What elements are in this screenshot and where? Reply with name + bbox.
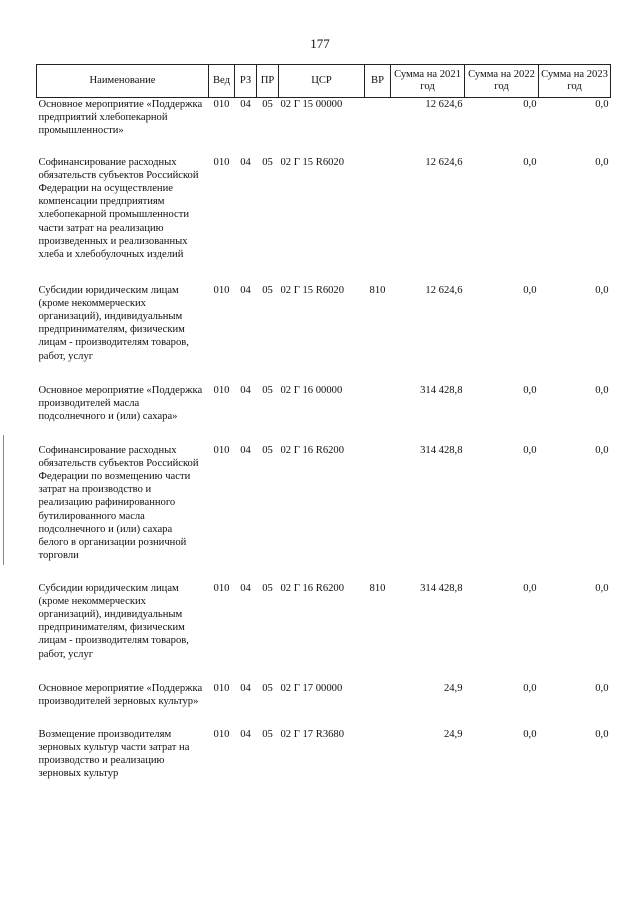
row-sum-2022: 0,0: [523, 99, 537, 110]
row-ved: 010: [213, 99, 230, 110]
row-sum-2022: 0,0: [523, 444, 537, 456]
row-rz: 04: [240, 444, 251, 456]
header-csr: ЦСР: [279, 65, 365, 98]
row-name: Возмещение производителям зерновых культур части затрат на производство и реализацию зерновых культур: [38, 728, 190, 780]
table-row: [37, 728, 611, 788]
row-ved: 010: [213, 728, 230, 740]
row-vr: [365, 728, 391, 788]
row-sum-2021: 12 624,6: [425, 284, 463, 296]
row-name: Софинансирование расходных обязательств субъектов Российской Федерации на осуществление компенсации предприятиям хлебопекарной промышленности части затрат на реализацию произведенных и реализованных хлеба и хлебобулочных изделий: [38, 156, 199, 260]
row-rz: 04: [240, 582, 251, 594]
row-sum-2023: 0,0: [595, 99, 609, 110]
row-pr: 05: [262, 284, 273, 296]
row-ved: 010: [213, 582, 230, 594]
row-csr: 02 Г 16 R6200: [280, 582, 345, 594]
row-name: Субсидии юридическим лицам (кроме некоммерческих организаций), индивидуальным предпринимателям, физическим лицам - производителям товаров, работ, услуг: [38, 582, 189, 660]
table-row: [37, 444, 611, 582]
row-sum-2022: 0,0: [523, 682, 537, 694]
row-ved: 010: [213, 682, 230, 694]
header-sum-2021: Сумма на 2021 год: [391, 65, 465, 98]
row-csr: 02 Г 17 00000: [280, 682, 343, 694]
row-sum-2021: 24,9: [443, 682, 463, 694]
row-ved: 010: [213, 444, 230, 456]
row-pr: 05: [262, 444, 273, 456]
header-name: Наименование: [37, 65, 209, 98]
row-sum-2021: 12 624,6: [425, 156, 463, 168]
row-vr: [365, 682, 391, 728]
row-sum-2023: 0,0: [595, 582, 609, 594]
row-sum-2021: 12 624,6: [425, 99, 463, 110]
row-vr: 810: [369, 582, 386, 594]
margin-line: [3, 435, 4, 565]
header-pr: ПР: [257, 65, 279, 98]
row-rz: 04: [240, 728, 251, 740]
header-sum-2022: Сумма на 2022 год: [465, 65, 539, 98]
row-sum-2022: 0,0: [523, 384, 537, 396]
header-ved: Вед: [209, 65, 235, 98]
row-ved: 010: [213, 156, 230, 168]
row-name: Субсидии юридическим лицам (кроме некоммерческих организаций), индивидуальным предпринимателям, физическим лицам - производителям товаров, работ, услуг: [38, 284, 189, 362]
row-sum-2022: 0,0: [523, 284, 537, 296]
page-number: 177: [310, 36, 330, 51]
row-sum-2023: 0,0: [595, 728, 609, 740]
row-sum-2023: 0,0: [595, 284, 609, 296]
row-sum-2023: 0,0: [595, 156, 609, 168]
row-sum-2023: 0,0: [595, 682, 609, 694]
row-csr: 02 Г 16 R6200: [280, 444, 345, 456]
row-sum-2023: 0,0: [595, 444, 609, 456]
row-pr: 05: [262, 728, 273, 740]
budget-table: [36, 64, 611, 788]
header-rz: РЗ: [235, 65, 257, 98]
row-name: Основное мероприятие «Поддержка производителей масла подсолнечного и (или) сахара»: [38, 384, 203, 422]
row-vr: [365, 98, 391, 156]
row-vr: [365, 156, 391, 284]
row-csr: 02 Г 15 00000: [280, 99, 343, 110]
row-sum-2021: 24,9: [443, 728, 463, 740]
row-sum-2022: 0,0: [523, 156, 537, 168]
row-csr: 02 Г 17 R3680: [280, 728, 345, 740]
row-rz: 04: [240, 156, 251, 168]
row-name: Основное мероприятие «Поддержка производителей зерновых культур»: [38, 682, 203, 707]
table-row: [37, 284, 611, 384]
table-row: [37, 156, 611, 284]
row-pr: 05: [262, 99, 273, 110]
row-sum-2021: 314 428,8: [420, 384, 463, 396]
row-csr: 02 Г 16 00000: [280, 384, 343, 396]
table-header-row: [37, 65, 611, 98]
row-ved: 010: [213, 284, 230, 296]
row-csr: 02 Г 15 R6020: [280, 284, 345, 296]
row-pr: 05: [262, 682, 273, 694]
table-row: [37, 384, 611, 444]
table-row: [37, 98, 611, 156]
header-vr: ВР: [365, 65, 391, 98]
row-rz: 04: [240, 284, 251, 296]
row-sum-2023: 0,0: [595, 384, 609, 396]
row-vr: [365, 444, 391, 582]
row-sum-2022: 0,0: [523, 582, 537, 594]
row-csr: 02 Г 15 R6020: [280, 156, 345, 168]
row-sum-2021: 314 428,8: [420, 444, 463, 456]
row-vr: [365, 384, 391, 444]
row-rz: 04: [240, 384, 251, 396]
row-ved: 010: [213, 384, 230, 396]
row-sum-2021: 314 428,8: [420, 582, 463, 594]
row-vr: 810: [369, 284, 386, 296]
header-sum-2023: Сумма на 2023 год: [539, 65, 611, 98]
row-sum-2022: 0,0: [523, 728, 537, 740]
row-name: Основное мероприятие «Поддержка предприятий хлебопекарной промышленности»: [38, 99, 203, 137]
row-name: Софинансирование расходных обязательств субъектов Российской Федерации по возмещению части затрат на производство и реализацию рафинированного бутилированного масла подсолнечного и (или) сахара белого в организации розничной торговли: [38, 444, 199, 562]
row-pr: 05: [262, 384, 273, 396]
row-rz: 04: [240, 99, 251, 110]
row-pr: 05: [262, 582, 273, 594]
table-row: [37, 582, 611, 682]
table-row: [37, 682, 611, 728]
row-rz: 04: [240, 682, 251, 694]
row-pr: 05: [262, 156, 273, 168]
